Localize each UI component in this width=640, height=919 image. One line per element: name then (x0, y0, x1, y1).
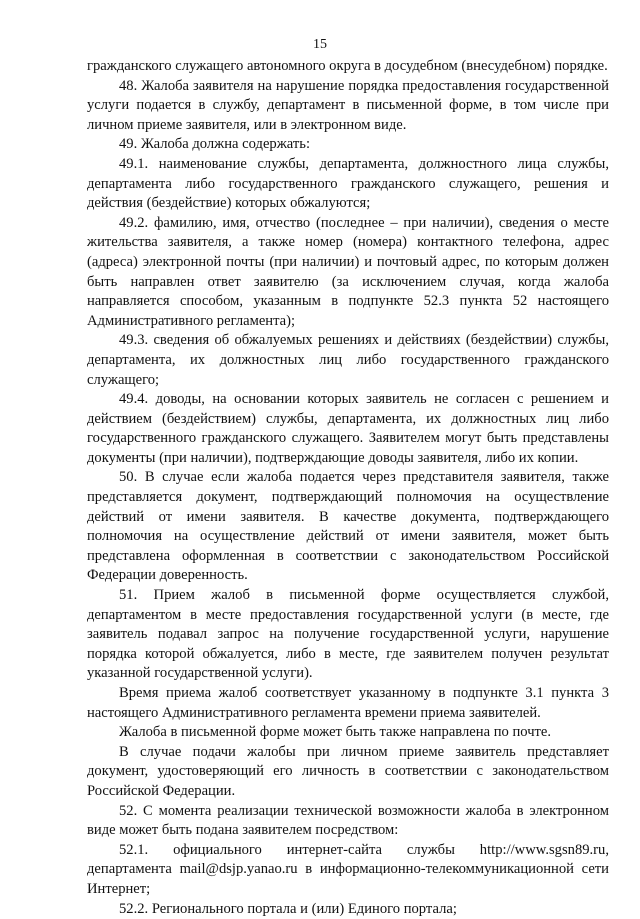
paragraph-52: 52. С момента реализации технической возможности жалоба в электронном виде может быть подана заявителем посредством: (87, 802, 609, 839)
paragraph-50: 50. В случае если жалоба подается через представителя заявителя, также представляется документ, подтверждающий полномочия на осуществление действий от имени заявителя. В качестве документа, подтверждающего полномочия на осуществление действий от имени заявителя, может быть представлена оформленная в соответствии с законодательством Российской Федерации доверенность. (87, 469, 609, 584)
page-number: 15 (313, 37, 327, 52)
paragraph-49-3: 49.3. сведения об обжалуемых решениях и действиях (бездействии) службы, департамента, их должностных лиц либо государственного гражданского служащего; (87, 332, 609, 388)
paragraph-personal-reception: В случае подачи жалобы при личном приеме заявитель представляет документ, удостоверяющий его личность в соответствии с законодательством Российской Федерации. (87, 743, 609, 799)
paragraph-49: 49. Жалоба должна содержать: (119, 136, 310, 153)
paragraph-49-2: 49.2. фамилию, имя, отчество (последнее – при наличии), сведения о месте жительства заявителя, а также номер (номера) контактного телефона, адрес (адреса) электронной почты (при наличии) и почтовый адрес, по которым должен быть направлен ответ заявителю (за исключением случая, когда жалоба направляется способом, указанным в подпункте 52.3 пункта 52 настоящего Административного регламента); (87, 214, 609, 329)
document-body (87, 57, 609, 919)
paragraph-continuation: гражданского служащего автономного округа в досудебном (внесудебном) порядке. (87, 58, 608, 74)
paragraph-49-1: 49.1. наименование службы, департамента, должностного лица службы, департамента либо государственного гражданского служащего, решения и действия (бездействие) которых обжалуются; (87, 155, 609, 212)
paragraph-by-mail: Жалоба в письменной форме может быть также направлена по почте. (119, 724, 552, 741)
paragraph-52-1: 52.1. официального интернет-сайта службы http://www.sgsn89.ru, департамента mail@dsjp.yanao.ru в информационно-телекоммуникационной сети Интернет; (87, 841, 609, 897)
paragraph-48: 48. Жалоба заявителя на нарушение порядка предоставления государственной услуги подается в службу, департамент в письменной форме, в том числе при личном приеме заявителя, или в электронном виде. (87, 77, 609, 133)
paragraph-reception-time: Время приема жалоб соответствует указанному в подпункте 3.1 пункта 3 настоящего Административного регламента времени приема заявителей. (87, 685, 609, 721)
paragraph-52-2: 52.2. Регионального портала и (или) Единого портала; (119, 900, 457, 917)
paragraph-49-4: 49.4. доводы, на основании которых заявитель не согласен с решением и действием (бездействием) службы, департамента, их должностных лиц либо государственного гражданского служащего. Заявителем могут быть представлены документы (при наличии), подтверждающие доводы заявителя, либо их копии. (87, 391, 609, 466)
paragraph-51: 51. Прием жалоб в письменной форме осуществляется службой, департаментом в месте предоставления государственной услуги (в месте, где заявитель подавал запрос на получение государственной услуги, нарушение порядка которой обжалуется, либо в месте, где заявителем получен результат указанной государственной услуги). (87, 587, 609, 682)
